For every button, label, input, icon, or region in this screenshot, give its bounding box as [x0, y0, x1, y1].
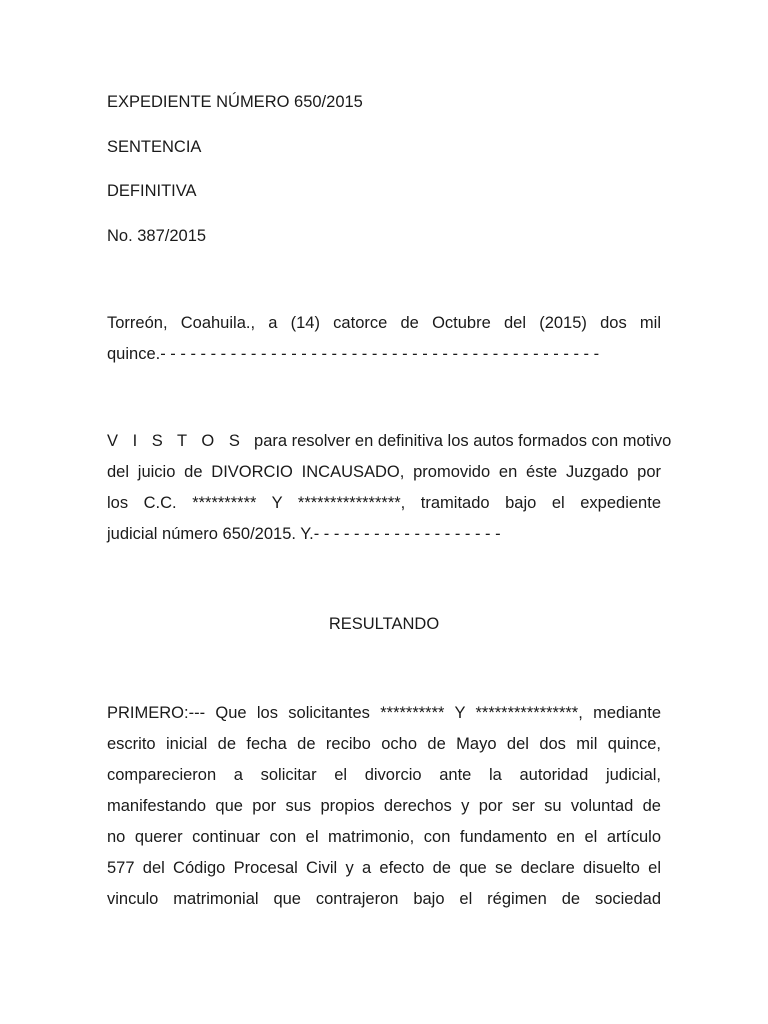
primero-line: escrito inicial de fecha de recibo ocho de Mayo del dos mil quince, — [107, 735, 661, 753]
vistos-first-line — [107, 426, 672, 457]
primero-line: vinculo matrimonial que contrajeron bajo el régimen de sociedad — [107, 890, 661, 908]
date-line: quince.- - - - - - - - - - - - - - - - - - - - - - - - - - - - - - - - - - - - - - - - - - - - — [107, 345, 600, 363]
primero-line: no querer continuar con el matrimonio, con fundamento en el artículo — [107, 828, 661, 846]
vistos-line: los C.C. ********** Y ****************, tramitado bajo el expediente — [107, 494, 661, 512]
primero-line: manifestando que por sus propios derechos y por ser su voluntad de — [107, 797, 661, 815]
sentence-number: No. 387/2015 — [107, 227, 207, 245]
date-paragraph — [107, 308, 661, 370]
vistos-line-text: para resolver en definitiva los autos formados con motivo — [254, 432, 672, 450]
primero-line: 577 del Código Procesal Civil y a efecto de que se declare disuelto el — [107, 859, 661, 877]
primero-line: comparecieron a solicitar el divorcio ante la autoridad judicial, — [107, 766, 661, 784]
primero-paragraph — [107, 698, 661, 915]
date-line: Torreón, Coahuila., a (14) catorce de Octubre del (2015) dos mil — [107, 314, 661, 332]
primero-line: PRIMERO:--- Que los solicitantes ********** Y ****************, mediante — [107, 704, 661, 722]
vistos-line: judicial número 650/2015. Y.- - - - - - - - - - - - - - - - - - - — [107, 525, 501, 543]
expediente-heading: EXPEDIENTE NÚMERO 650/2015 — [107, 93, 363, 111]
vistos-lead: V I S T O S — [107, 432, 245, 450]
vistos-line: del juicio de DIVORCIO INCAUSADO, promovido en éste Juzgado por — [107, 463, 661, 481]
sentencia-heading: SENTENCIA — [107, 138, 202, 156]
definitiva-heading: DEFINITIVA — [107, 182, 197, 200]
resultando-title: RESULTANDO — [328, 615, 440, 633]
vistos-paragraph — [107, 426, 672, 550]
